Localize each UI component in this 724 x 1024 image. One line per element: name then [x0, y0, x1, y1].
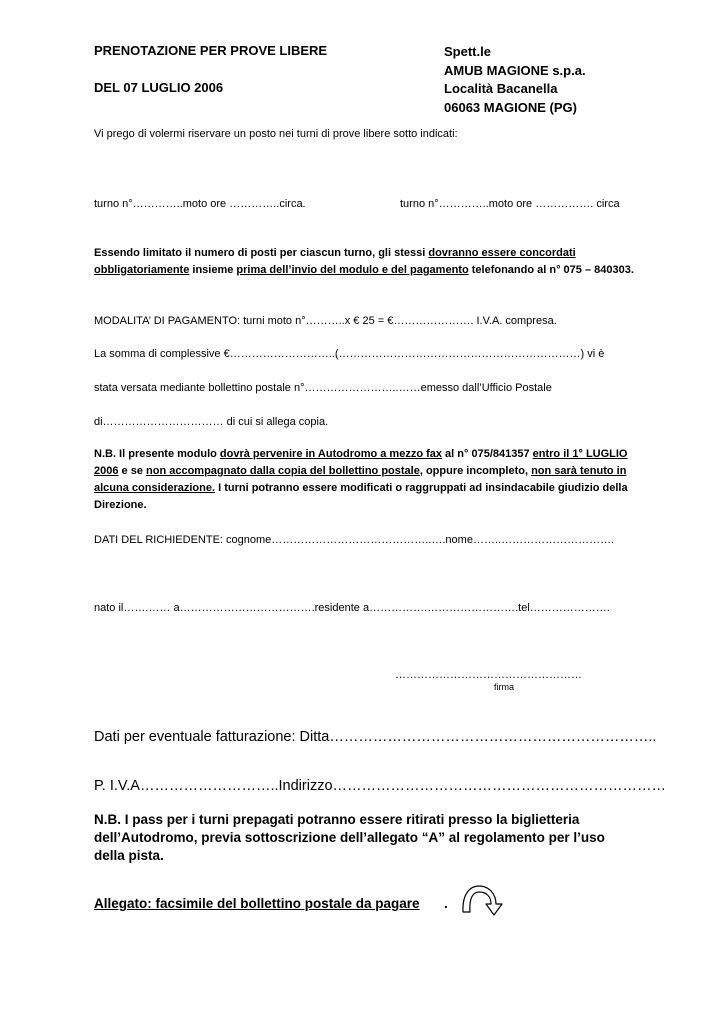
nb-text: I turni potranno essere modificati o raggruppati ad insindacabile giudizio della Direzione.	[94, 482, 628, 511]
document-date: DEL 07 LUGLIO 2006	[94, 80, 224, 95]
notice-text: telefonando al n° 075 – 840303.	[468, 264, 634, 276]
notice-text: Essendo limitato il numero di posti per ciascun turno, gli stessi	[94, 247, 429, 259]
attachment-note: Allegato: facsimile del bollettino postale da pagare	[94, 896, 420, 911]
nb-text: al n° 075/841357	[442, 448, 533, 460]
nb-text-underlined: non sarà tenuto in alcuna considerazione.	[94, 465, 627, 494]
signature-line: ……………………………………………	[395, 669, 582, 681]
billing-company-field: Dati per eventuale fatturazione: Ditta…………………………………………………………..	[94, 729, 657, 745]
nb-text-underlined: non accompagnato dalla copia del bollettino postale	[146, 465, 420, 477]
payment-bollettino-field: stata versata mediante bollettino postale n°……………………..……emesso dall’Ufficio Postale	[94, 382, 552, 394]
addressee-line: Località Bacanella	[444, 81, 558, 96]
signature-label: firma	[494, 682, 514, 692]
notice-text: insieme	[189, 264, 237, 276]
turn-field-right: turno n°…………..moto ore ……………. circa	[400, 198, 620, 210]
turn-field-left: turno n°…………..moto ore …………..circa.	[94, 198, 306, 210]
nb-pass-paragraph: N.B. I pass per i turni prepagati potranno essere ritirati presso la biglietteria dell’Autodromo, previa sottoscrizione dell’allegato “A” al regolamento per l’uso della pista.	[94, 812, 605, 863]
notice-paragraph	[94, 245, 654, 279]
payment-office-field: di…………………………… di cui si allega copia.	[94, 416, 329, 428]
requester-details-field: nato il…….…… a……………………………….residente a…………….…………………….tel………………….	[94, 602, 610, 614]
intro-text: Vi prego di volermi riservare un posto nei turni di prove libere sotto indicati:	[94, 128, 458, 140]
addressee-block	[444, 43, 586, 117]
payment-amount-field: La somma di complessive €………………………..(…………………………………………………………) vi è	[94, 348, 605, 360]
nb-fax-paragraph	[94, 446, 654, 514]
billing-vat-address-field: P. I.V.A………………………..Indirizzo……………………………………………………………	[94, 778, 667, 794]
nb-text: e se	[118, 465, 147, 477]
nb-text-underlined: entro il 1° LUGLIO 2006	[94, 448, 628, 477]
nb-text: N.B. Il presente modulo	[94, 448, 220, 460]
notice-text-underlined: prima dell’invio del modulo e del pagamento	[236, 264, 469, 276]
curved-turn-arrow-icon	[456, 882, 508, 918]
addressee-line: 06063 MAGIONE (PG)	[444, 99, 577, 115]
addressee-line: Spett.le	[444, 44, 491, 59]
addressee-line: AMUB MAGIONE s.p.a.	[444, 62, 586, 78]
curved-turn-arrow-svg	[456, 882, 508, 918]
document-title: PRENOTAZIONE PER PROVE LIBERE	[94, 43, 328, 58]
attachment-period: .	[444, 896, 448, 911]
payment-modality-field: MODALITA’ DI PAGAMENTO: turni moto n°………..x € 25 = €…………………. I.V.A. compresa.	[94, 315, 557, 327]
nb-text: , oppure incompleto,	[419, 465, 532, 477]
requester-name-field: DATI DEL RICHIEDENTE: cognome……………………………………..….nome……..………………………….	[94, 534, 615, 546]
nb-text-underlined: dovrà pervenire in Autodromo a mezzo fax	[219, 448, 442, 460]
notice-text-underlined: dovranno essere concordati obbligatoriamente	[94, 247, 576, 276]
